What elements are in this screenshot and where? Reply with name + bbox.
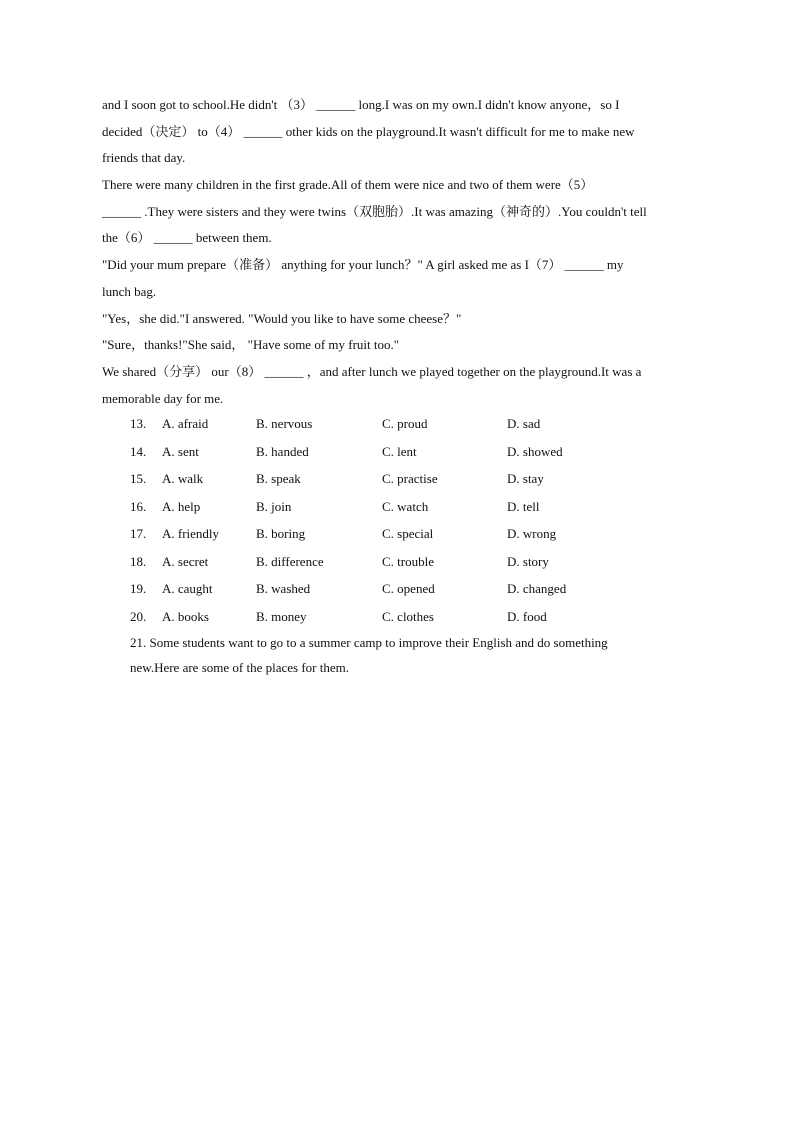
- passage-line: decided（决定） to（4） ______ other kids on the playground.It wasn't difficult for me to make new: [102, 123, 635, 139]
- option-c: C. opened: [382, 581, 435, 596]
- option-b: B. money: [256, 608, 307, 624]
- option-c: C. trouble: [382, 553, 434, 569]
- passage-line: ______ .They were sisters and they were twins（双胞胎）.It was amazing（神奇的）.You couldn't tell: [102, 203, 647, 219]
- question-row: [130, 493, 690, 521]
- passage-line: We shared（分享） our（8） ______ ，and after lunch we played together on the playground.It was a: [102, 363, 642, 379]
- question-number: 15.: [130, 471, 147, 486]
- passage-line: "Sure，thanks!"She said， "Have some of my fruit too.": [102, 337, 400, 353]
- option-c: C. proud: [382, 416, 428, 431]
- option-a: A. afraid: [162, 416, 209, 431]
- passage-line: lunch bag.: [102, 283, 157, 299]
- passage-line: "Did your mum prepare（准备） anything for your lunch？" A girl asked me as I（7） ______ my: [102, 257, 624, 273]
- question-row: [130, 603, 690, 631]
- question-row: [130, 520, 690, 548]
- option-d: D. tell: [507, 498, 540, 514]
- option-a: A. secret: [162, 553, 209, 569]
- question-number: 14.: [130, 443, 147, 459]
- question-number: 16.: [130, 498, 147, 514]
- option-d: D. changed: [507, 581, 567, 596]
- passage-line: and I soon got to school.He didn't （3） ______ long.I was on my own.I didn't know anyone，so I: [102, 97, 620, 112]
- passage-line: There were many children in the first grade.All of them were nice and two of them were（5）: [102, 177, 594, 193]
- passage-line: the（6） ______ between them.: [102, 230, 272, 246]
- option-b: B. nervous: [256, 416, 313, 431]
- question-number: 13.: [130, 416, 147, 431]
- option-a: A. help: [162, 498, 201, 514]
- option-c: C. watch: [382, 498, 429, 514]
- option-d: D. story: [507, 553, 549, 569]
- question-row: [130, 575, 690, 603]
- option-c: C. lent: [382, 443, 417, 459]
- question-number: 19.: [130, 581, 147, 596]
- option-a: A. books: [162, 608, 209, 624]
- option-a: A. friendly: [162, 526, 220, 541]
- question-row: [130, 465, 690, 493]
- option-c: C. practise: [382, 471, 438, 486]
- question-number: 17.: [130, 526, 147, 541]
- question-row: [130, 410, 690, 438]
- option-a: A. sent: [162, 443, 199, 459]
- question-number: 20.: [130, 608, 147, 624]
- question-21: [130, 630, 690, 680]
- passage-line: memorable day for me.: [102, 390, 224, 406]
- option-b: B. speak: [256, 471, 301, 486]
- passage-line: friends that day.: [102, 150, 186, 166]
- question-row: [130, 438, 690, 466]
- option-c: C. special: [382, 526, 434, 541]
- option-a: A. walk: [162, 471, 204, 486]
- option-b: B. boring: [256, 526, 306, 541]
- question-21-line: new.Here are some of the places for them.: [130, 660, 349, 675]
- option-c: C. clothes: [382, 608, 434, 624]
- option-d: D. stay: [507, 471, 544, 486]
- option-b: B. join: [256, 498, 292, 514]
- option-b: B. handed: [256, 443, 309, 459]
- reading-passage: [102, 92, 702, 412]
- option-d: D. wrong: [507, 526, 557, 541]
- question-number: 18.: [130, 553, 147, 569]
- option-b: B. washed: [256, 581, 311, 596]
- option-d: D. food: [507, 608, 547, 624]
- option-b: B. difference: [256, 553, 324, 569]
- option-a: A. caught: [162, 581, 213, 596]
- question-row: [130, 548, 690, 576]
- option-d: D. showed: [507, 443, 563, 459]
- passage-line: "Yes，she did."I answered. "Would you like to have some cheese？": [102, 310, 462, 326]
- question-21-line: 21. Some students want to go to a summer camp to improve their English and do something: [130, 635, 608, 650]
- option-d: D. sad: [507, 416, 541, 431]
